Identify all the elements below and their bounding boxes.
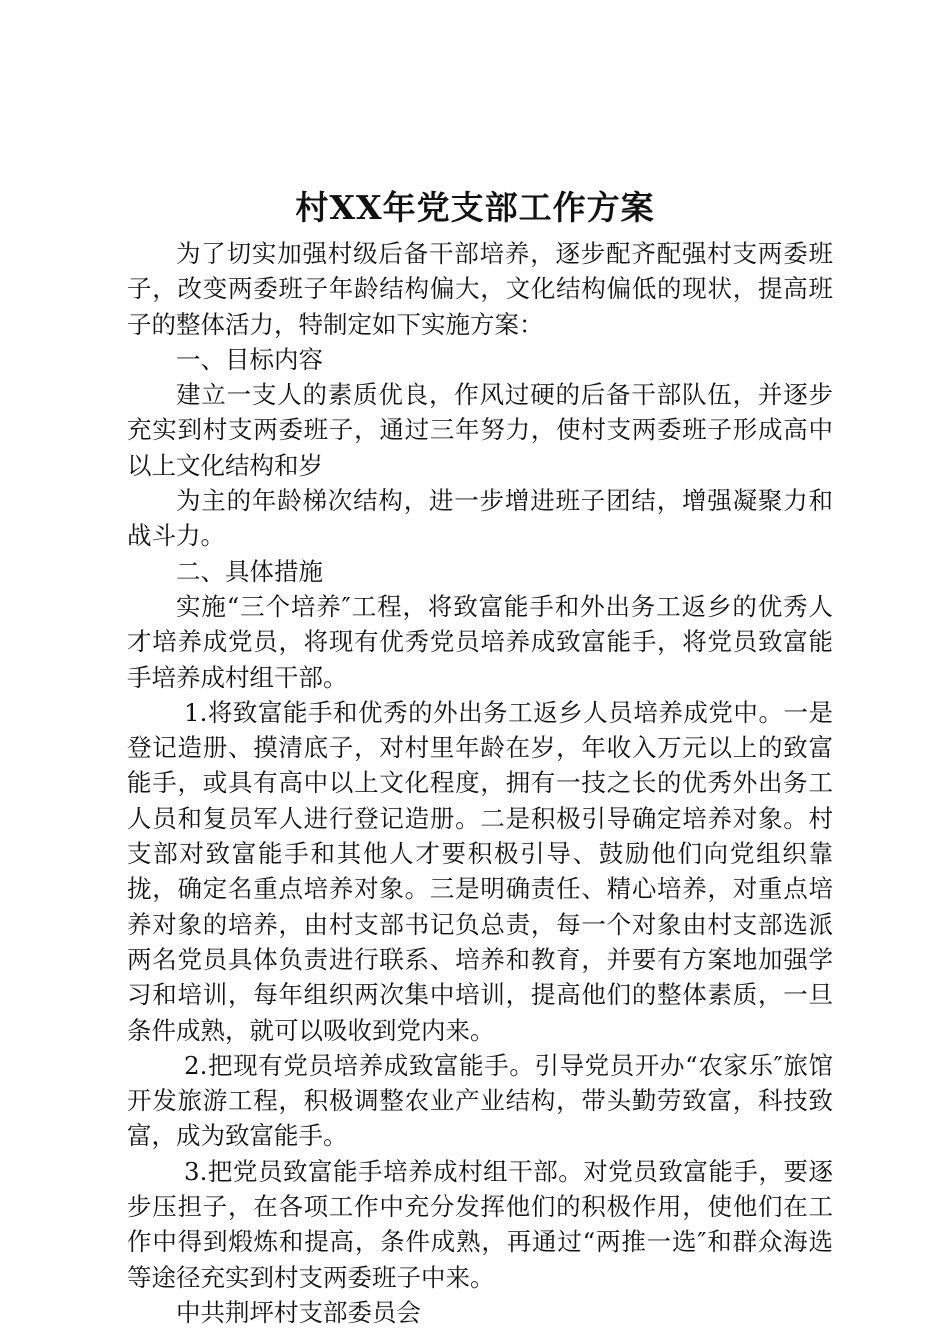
measures-paragraph: 实施“三个培养″工程，将致富能手和外出务工返乡的优秀人才培养成党员，将现有优秀党员培养成致富能手，将党员致富能手培养成村组干部。 — [127, 591, 833, 692]
signature-line: 中共荆坪村支部委员会 — [176, 1297, 421, 1327]
measure-item-3: 3.把党员致富能手培养成村组干部。对党员致富能手，要逐步压担子，在各项工作中充分发挥他们的积极作用，使他们在工作中得到煅炼和提高，条件成熟，再通过“两推一选″和群众海选等途径充实到村支两委班子中来。 — [127, 1156, 833, 1292]
section-heading-goals: 一、目标内容 — [176, 344, 323, 374]
measure-item-1: 1.将致富能手和优秀的外出务工返乡人员培养成党中。一是登记造册、摸清底子，对村里年龄在岁，年收入万元以上的致富能手，或具有高中以上文化程度，拥有一技之长的优秀外出务工人员和复员军人进行登记造册。二是积极引导确定培养对象。村支部对致富能手和其他人才要积极引导、鼓励他们向党组织靠拢，确定名重点培养对象。三是明确责任、精心培养，对重点培养对象的培养，由村支部书记负总责，每一个对象由村支部选派两名党员具体负责进行联系、培养和教育，并要有方案地加强学习和培训，每年组织两次集中培训，提高他们的整体素质，一旦条件成熟，就可以吸收到党内来。 — [127, 697, 833, 1045]
document-body — [127, 236, 833, 1330]
section-heading-measures: 二、具体措施 — [176, 556, 323, 586]
intro-paragraph: 为了切实加强村级后备干部培养，逐步配齐配强村支两委班子，改变两委班子年龄结构偏大，文化结构偏低的现状，提高班子的整体活力，特制定如下实施方案： — [127, 239, 833, 339]
measure-item-2: 2.把现有党员培养成致富能手。引导党员开办“农家乐″旅馆开发旅游工程，积极调整农业产业结构，带头勤劳致富，科技致富，成为致富能手。 — [127, 1050, 833, 1151]
goals-paragraph: 建立一支人的素质优良，作风过硬的后备干部队伍，并逐步充实到村支两委班子，通过三年努力，使村支两委班子形成高中以上文化结构和岁 — [127, 380, 833, 480]
goals-paragraph-continued: 为主的年龄梯次结构，进一步增进班子团结，增强凝聚力和战斗力。 — [127, 486, 833, 551]
document-title: 村XX年党支部工作方案 — [295, 188, 655, 227]
